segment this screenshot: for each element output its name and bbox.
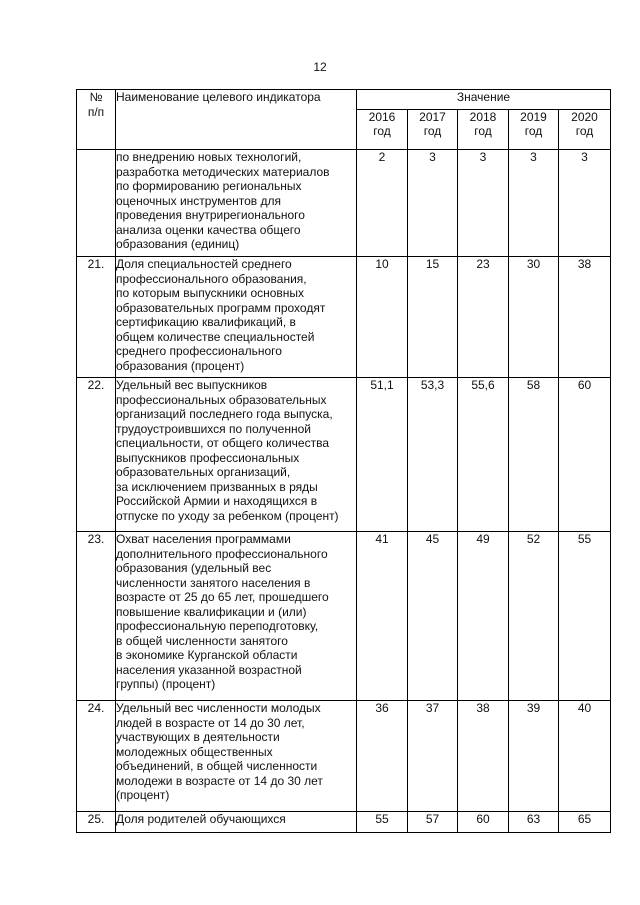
header-value: Значение <box>357 90 611 110</box>
value-2016: 10 <box>357 257 408 378</box>
row-number <box>77 150 116 257</box>
value-2018: 55,6 <box>458 378 509 532</box>
value-2016: 55 <box>357 812 408 833</box>
row-number: 24. <box>77 701 116 812</box>
table-row <box>77 532 611 701</box>
header-number: № п/п <box>77 90 116 150</box>
header-year-2020: 2020 год <box>559 110 611 150</box>
value-2018: 3 <box>458 150 509 257</box>
value-2020: 55 <box>559 532 611 701</box>
value-2019: 3 <box>509 150 559 257</box>
value-2020: 38 <box>559 257 611 378</box>
row-number: 22. <box>77 378 116 532</box>
header-year-2018: 2018 год <box>458 110 509 150</box>
indicators-table <box>76 89 611 833</box>
value-2019: 30 <box>509 257 559 378</box>
indicator-name: Удельный вес численности молодых людей в возрасте от 14 до 30 лет, участвующих в деятельности молодежных общественных объединений, в общей численности молодежи в возрасте от 14 до 30 лет (процент) <box>116 701 357 812</box>
indicator-name: Охват населения программами дополнительного профессионального образования (удельный вес численности занятого населения в возрасте от 25 до 65 лет, прошедшего повышение квалификации и (или) профессиональную переподготовку, в общей численности занятого в экономике Курганской области населения указанной возрастной группы) (процент) <box>116 532 357 701</box>
value-2020: 65 <box>559 812 611 833</box>
value-2016: 51,1 <box>357 378 408 532</box>
table-row <box>77 701 611 812</box>
value-2017: 45 <box>408 532 458 701</box>
value-2019: 39 <box>509 701 559 812</box>
value-2020: 60 <box>559 378 611 532</box>
table-row <box>77 378 611 532</box>
row-number: 25. <box>77 812 116 833</box>
value-2019: 58 <box>509 378 559 532</box>
header-indicator-name: Наименование целевого индикатора <box>116 90 357 150</box>
header-year-2017: 2017 год <box>408 110 458 150</box>
value-2017: 37 <box>408 701 458 812</box>
value-2019: 52 <box>509 532 559 701</box>
indicator-name: Доля специальностей среднего профессионального образования, по которым выпускники основных образовательных программ проходят сертификацию квалификаций, в общем количестве специальностей среднего профессионального образования (процент) <box>116 257 357 378</box>
value-2018: 60 <box>458 812 509 833</box>
value-2017: 57 <box>408 812 458 833</box>
row-number: 23. <box>77 532 116 701</box>
value-2020: 40 <box>559 701 611 812</box>
table-row <box>77 150 611 257</box>
row-number: 21. <box>77 257 116 378</box>
table-row <box>77 257 611 378</box>
indicator-name: по внедрению новых технологий, разработка методических материалов по формированию региональных оценочных инструментов для проведения внутрирегионального анализа оценки качества общего образования (единиц) <box>116 150 357 257</box>
indicator-name: Доля родителей обучающихся <box>116 812 357 833</box>
value-2019: 63 <box>509 812 559 833</box>
header-year-2019: 2019 год <box>509 110 559 150</box>
value-2016: 2 <box>357 150 408 257</box>
value-2018: 38 <box>458 701 509 812</box>
value-2017: 15 <box>408 257 458 378</box>
table-row <box>77 812 611 833</box>
value-2016: 41 <box>357 532 408 701</box>
page-number: 12 <box>313 60 327 74</box>
value-2017: 3 <box>408 150 458 257</box>
value-2018: 23 <box>458 257 509 378</box>
value-2020: 3 <box>559 150 611 257</box>
indicator-name: Удельный вес выпускников профессиональных образовательных организаций последнего года выпуска, трудоустроившихся по полученной специальности, от общего количества выпускников профессиональных образовательных организаций, за исключением призванных в ряды Российской Армии и находящихся в отпуске по уходу за ребенком (процент) <box>116 378 357 532</box>
value-2018: 49 <box>458 532 509 701</box>
header-year-2016: 2016 год <box>357 110 408 150</box>
value-2017: 53,3 <box>408 378 458 532</box>
value-2016: 36 <box>357 701 408 812</box>
